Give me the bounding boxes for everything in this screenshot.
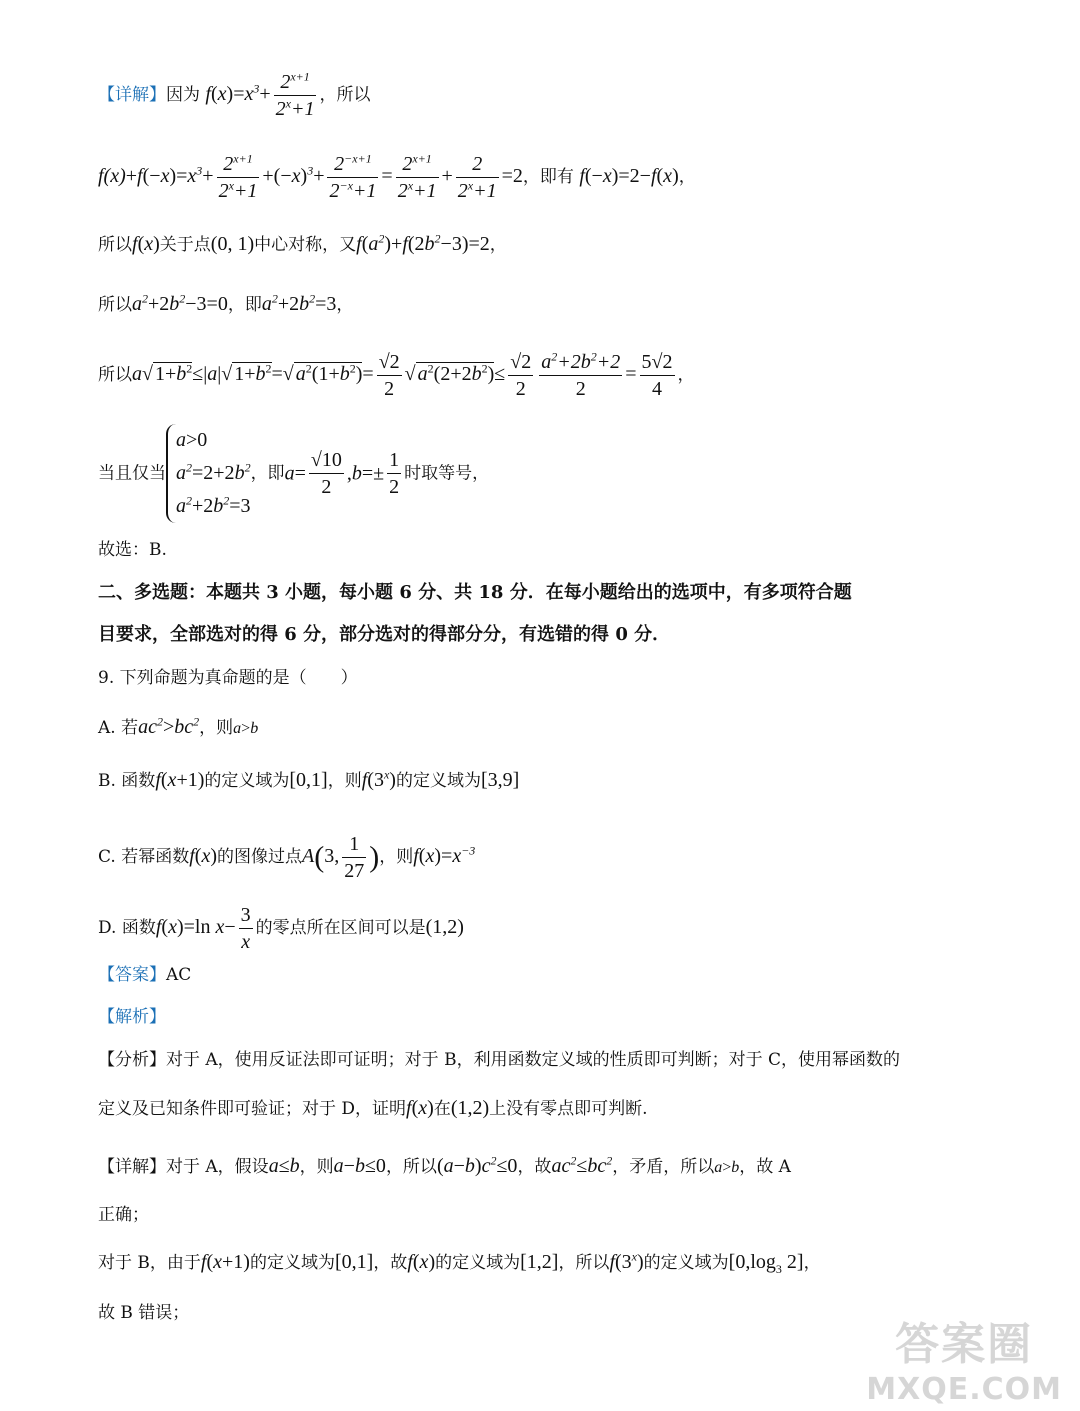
watermark (866, 1308, 1062, 1407)
option-a: A. 若$ac^2>bc^2$，则a>b (98, 714, 259, 738)
section-heading-line-2: 目要求，全部选对的得 6 分，部分选对的得部分分，有选错的得 0 分． (98, 624, 671, 645)
answer-tag: 【答案】 (98, 965, 166, 985)
detail-a-line-2: 正确； (98, 1205, 149, 1225)
jiexi-tag: 【解析】 (98, 1007, 166, 1027)
formula-f: $f(x)=x^3+$ (205, 81, 271, 105)
watermark-url: MXQE.COM (866, 1372, 1062, 1407)
detail-line-1: 【详解】因为 $f(x)=x^3+$ $\frac{2^{x+1}}{2^x+1}$ ，所以 (98, 69, 371, 120)
analysis-tag: 【分析】 (98, 1050, 166, 1070)
detail-b-line-2: 故 B 错误； (98, 1303, 190, 1323)
detail-tag: 【详解】 (98, 85, 166, 105)
answer-line (98, 965, 1040, 985)
question-9-stem: 9. 下列命题为真命题的是（ ） (98, 668, 358, 688)
detail-line-5: 所以a√ $1+b^2\le|a|√$ $1+b^2=√$ $a^2(1+b^2)=$ $\frac{√2}{2}$ √ $a^2(2+2b^2)\le$ $\frac{√2}{2}$ $\frac{a^2+2b^2+2}{2}$ = $\frac{5√2}{4}$ ， (98, 349, 695, 400)
detail-line-4: 所以$a^2+2b^2-3=0$，即$a^2+2b^2=3$， (98, 291, 354, 315)
detail-line-3: 所以f(x)关于点(0, 1)中心对称，又$f(a^2)+f(2b^2-3)=2$， (98, 231, 507, 255)
answer-value: AC (166, 965, 192, 985)
analysis-line-2: 定义及已知条件即可验证；对于 D，证明f(x)在(1,2)上没有零点即可判断. (98, 1097, 648, 1119)
jiexi-line (98, 1007, 1040, 1027)
conclusion: 故选：B. (98, 540, 167, 560)
detail-line-6: 当且仅当 a>0 $a^2=2+2b^2$ $a^2+2b^2=3$ ，即a= $\frac{√10}{2}$ ,b=± $\frac{1}{2}$ 时取等号， (98, 424, 1040, 523)
detail-line-2: $f(x)+f(-x)=x^3+$ $\frac{2^{x+1}}{2^x+1}$ $+(-x)^3+$ $\frac{2^{-x+1}}{2^{-x}+1}$ = $\frac{2^{x+1}}{2^x+1}$ + $\frac{2}{2^x+1}$ =2，即有 f(−x)=2−f(x)， (98, 151, 696, 202)
detail-a-tag: 【详解】 (98, 1157, 166, 1177)
detail-b-line-1: 对于 B，由于f(x+1)的定义域为[0,1]，故f(x)的定义域为[1,2]，所以f(3$^x$)的定义域为[$0,\log_3$ 2]， (98, 1249, 821, 1276)
section-heading-line-1: 二、多选题：本题共 3 小题，每小题 6 分、共 18 分．在每小题给出的选项中，有多项符合题 (98, 582, 852, 603)
option-b: B. 函数f(x+1)的定义域为[0,1]，则f(3$^x$)的定义域为[3,9] (98, 767, 520, 791)
analysis-line-1: 【分析】对于 A，使用反证法即可证明；对于 B，利用函数定义域的性质即可判断；对于 C，使用幂函数的 (98, 1050, 900, 1070)
equation-system: a>0 $a^2=2+2b^2$ $a^2+2b^2=3$ (166, 424, 251, 523)
option-c: C. 若幂函数f(x)的图像过点A(3, $\frac{1}{27}$ )，则$f(x)=x^{-3}$ (98, 833, 476, 882)
detail-a-line-1: 【详解】对于 A，假设a≤b，则a−b≤0，所以$(a-b)c^2\le 0$，故$ac^2\le bc^2$，矛盾，所以a>b，故 A (98, 1153, 791, 1177)
option-d: D. 函数f(x)=ln x− $\frac{3}{x}$ 的零点所在区间可以是(1,2) (98, 904, 464, 953)
watermark-logo-text: 答案圈 (895, 1319, 1034, 1370)
